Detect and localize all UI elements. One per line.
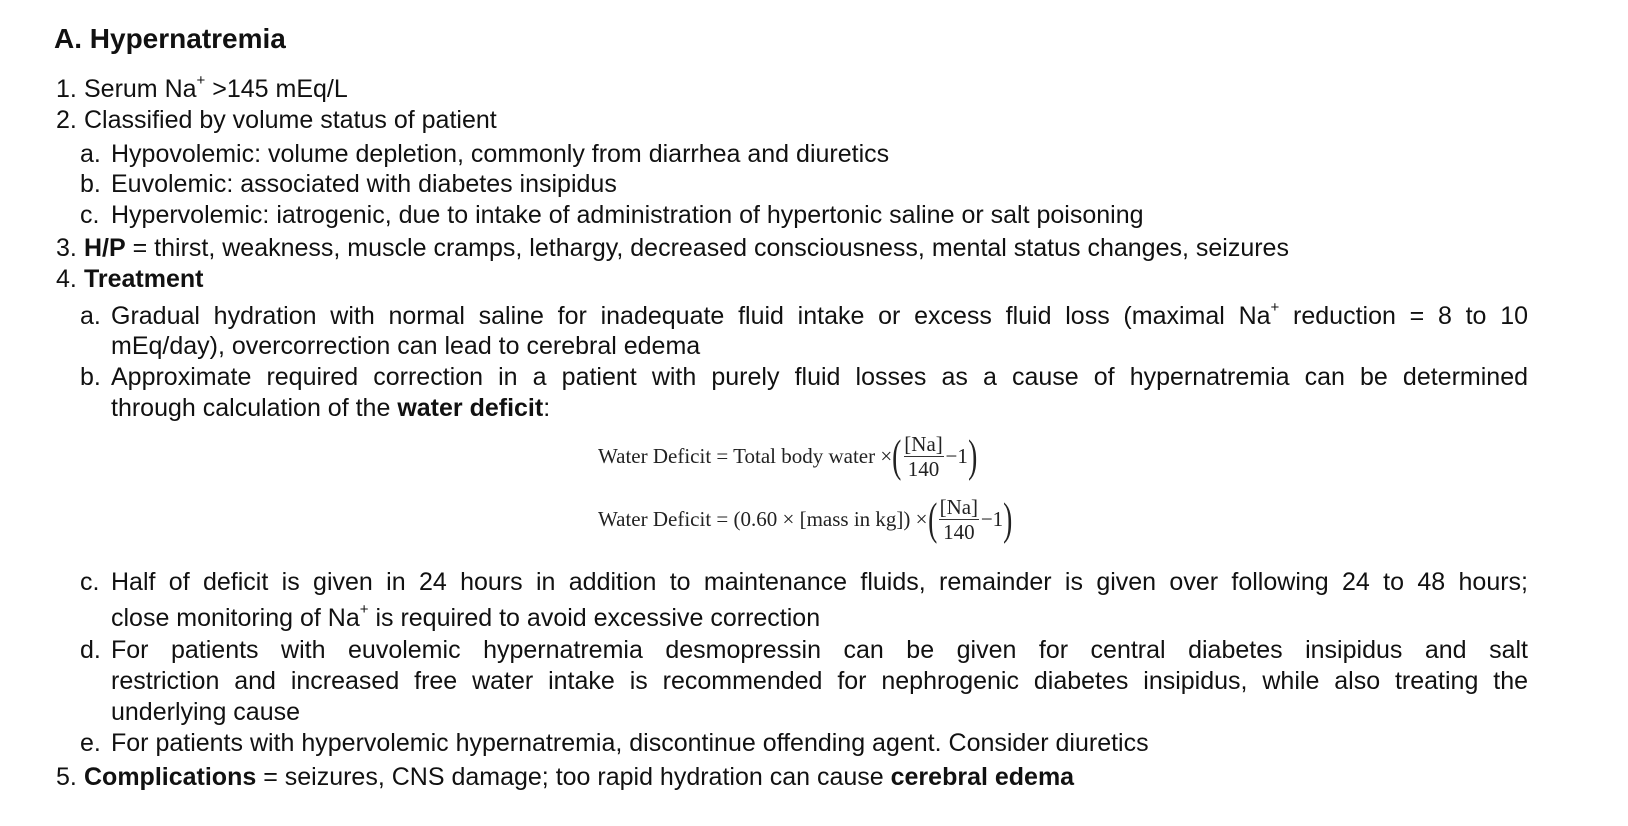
item-number: a.: [80, 140, 101, 168]
item-number: c.: [80, 201, 100, 229]
item-text: Hypervolemic: iatrogenic, due to intake of administration of hypertonic saline or salt poisoning: [111, 201, 1144, 229]
item-text: >145 mEq/L: [205, 75, 348, 103]
item-text: For patients with hypervolemic hypernatremia, discontinue offending agent. Consider diuretics: [111, 729, 1149, 757]
item-number: 1.: [56, 75, 77, 103]
formula-water-deficit-1: [598, 428, 977, 484]
fraction: [904, 433, 944, 480]
item-number: b.: [80, 170, 101, 198]
item-number: b.: [80, 363, 101, 391]
fraction-denominator: 140: [907, 456, 940, 481]
right-paren: ): [1003, 493, 1013, 544]
item-text: = seizures, CNS damage; too rapid hydration can cause: [256, 763, 891, 791]
formula-tail: −1: [980, 506, 1004, 531]
item-text: restriction and increased free water intake is recommended for nephrogenic diabetes insipidus, while also treating the: [111, 667, 1528, 695]
item-number: 3.: [56, 234, 77, 262]
item-text: close monitoring of Na: [111, 604, 360, 632]
item-number: c.: [80, 568, 100, 596]
section-title: A. Hypernatremia: [54, 23, 286, 54]
item-number: e.: [80, 729, 101, 757]
bold-term: cerebral edema: [890, 763, 1075, 791]
right-paren: ): [967, 430, 978, 481]
item-text: Serum Na: [84, 75, 197, 103]
item-text: mEq/day), overcorrection can lead to cerebral edema: [111, 332, 701, 360]
bold-term: Treatment: [84, 265, 204, 293]
item-text: underlying cause: [111, 698, 301, 726]
item-text: is required to avoid excessive correction: [368, 604, 821, 632]
fraction-numerator: [Na]: [904, 431, 943, 456]
fraction-denominator: 140: [943, 519, 975, 544]
bold-term: Complications: [84, 763, 257, 791]
item-text: Euvolemic: associated with diabetes insipidus: [111, 170, 617, 198]
item-text: through calculation of the: [111, 394, 398, 422]
item-text: For patients with euvolemic hypernatremia desmopressin can be given for central diabetes insipidus and salt: [111, 636, 1528, 664]
item-number: 5.: [56, 763, 77, 791]
superscript: +: [1270, 298, 1280, 316]
item-text: = thirst, weakness, muscle cramps, lethargy, decreased consciousness, mental status changes, seizures: [125, 234, 1289, 262]
superscript: +: [359, 600, 369, 618]
item-number: 4.: [56, 265, 77, 293]
superscript: +: [196, 71, 206, 89]
fraction: [939, 496, 979, 543]
left-paren: (: [892, 430, 902, 481]
item-text: reduction = 8 to 10: [1279, 302, 1529, 330]
item-text: Hypovolemic: volume depletion, commonly from diarrhea and diuretics: [111, 140, 890, 168]
item-number: a.: [80, 302, 101, 330]
left-paren: (: [927, 493, 937, 544]
bold-term: H/P: [84, 234, 126, 262]
item-number: 2.: [56, 106, 77, 134]
formula-tail: −1: [945, 443, 968, 468]
fraction-numerator: [Na]: [939, 494, 979, 519]
item-number: d.: [80, 636, 101, 664]
item-text: :: [543, 394, 551, 422]
item-text: Approximate required correction in a patient with purely fluid losses as a cause of hypernatremia can be determined: [111, 363, 1528, 391]
formula-lhs: Water Deficit = Total body water ×: [598, 443, 893, 468]
bold-term: water deficit: [397, 394, 544, 422]
item-text: Gradual hydration with normal saline for inadequate fluid intake or excess fluid loss (maximal Na: [111, 302, 1271, 330]
item-text: Half of deficit is given in 24 hours in addition to maintenance fluids, remainder is given over following 24 to 48 hours;: [111, 568, 1528, 596]
formula-water-deficit-2: [598, 491, 1013, 547]
formula-lhs: Water Deficit = (0.60 × [mass in kg]) ×: [598, 506, 928, 531]
item-text: Classified by volume status of patient: [84, 106, 497, 134]
